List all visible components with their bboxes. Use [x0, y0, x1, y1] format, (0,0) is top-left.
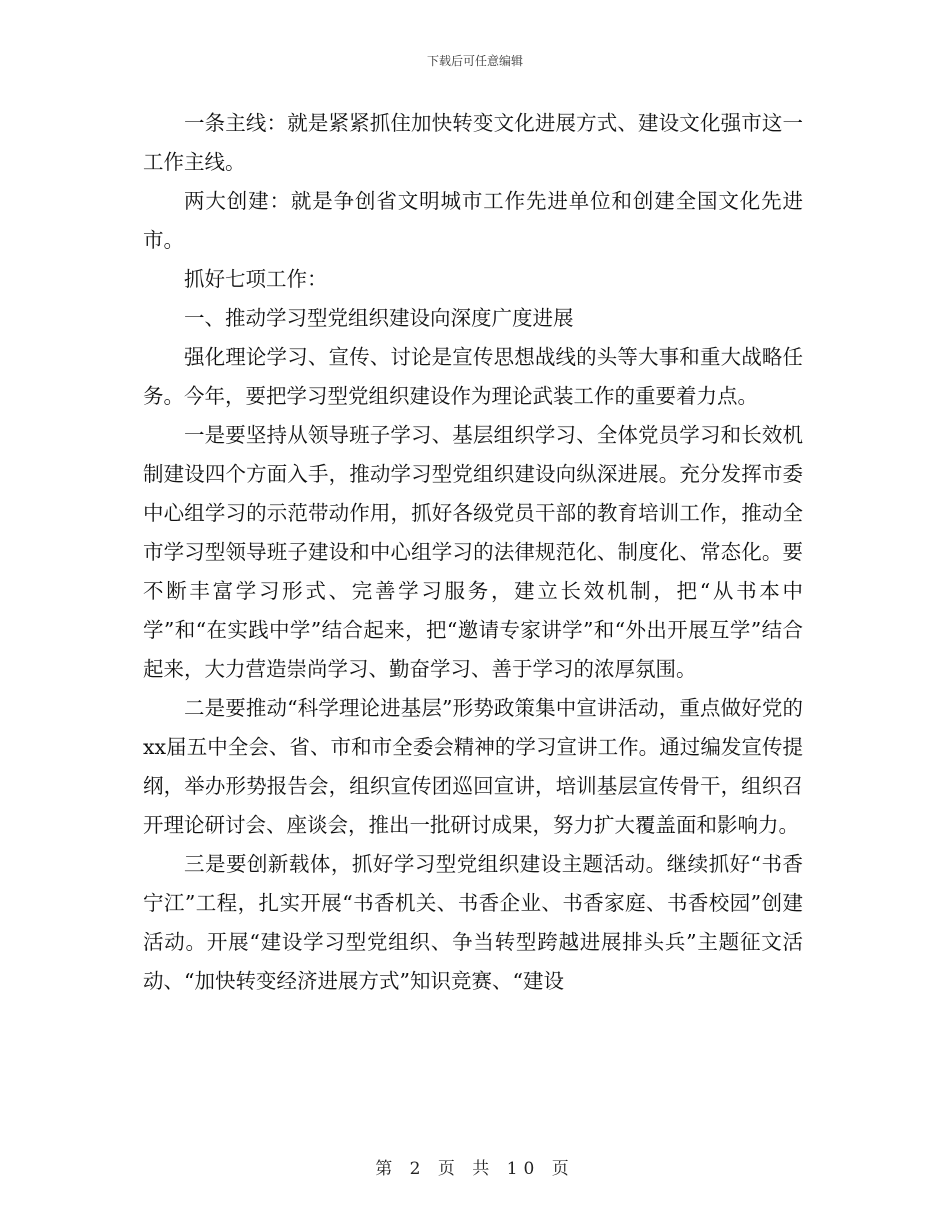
paragraph-point-three: 三是要创新载体，抓好学习型党组织建设主题活动。继续抓好“书香宁江”工程，扎实开展“书香机关、书香企业、书香家庭、书香校园”创建活动。开展“建设学习型党组织、争当转型跨越进展排头兵”主题征文活动、“加快转变经济进展方式”知识竞赛、“建设	[143, 852, 803, 993]
section-heading-1: 一、推动学习型党组织建设向深度广度进展	[184, 306, 574, 330]
paragraph-theory-study: 强化理论学习、宣传、讨论是宣传思想战线的头等大事和重大战略任务。今年，要把学习型党组织建设作为理论武装工作的重要着力点。	[143, 345, 803, 408]
paragraph-point-two: 二是要推动“科学理论进基层”形势政策集中宣讲活动，重点做好党的xx届五中全会、省、市和市全委会精神的学习宣讲工作。通过编发宣传提纲，举办形势报告会，组织宣传团巡回宣讲，培训基层宣传骨干，组织召开理论研讨会、座谈会，推出一批研讨成果，努力扩大覆盖面和影响力。	[143, 696, 803, 837]
page-header: 下载后可任意编辑	[426, 54, 523, 68]
paragraph-main-line: 一条主线：就是紧紧抓住加快转变文化进展方式、建设文化强市这一工作主线。	[143, 111, 803, 174]
page-number-footer: 第 2 页 共 10 页	[375, 1159, 575, 1179]
document-body	[143, 104, 803, 1001]
paragraph-seven-tasks-heading: 抓好七项工作：	[184, 267, 328, 291]
paragraph-two-creations: 两大创建：就是争创省文明城市工作先进单位和创建全国文化先进市。	[143, 189, 803, 252]
paragraph-point-one: 一是要坚持从领导班子学习、基层组织学习、全体党员学习和长效机制建设四个方面入手，推动学习型党组织建设向纵深进展。充分发挥市委中心组学习的示范带动作用，抓好各级党员干部的教育培训工作，推动全市学习型领导班子建设和中心组学习的法律规范化、制度化、常态化。要不断丰富学习形式、完善学习服务，建立长效机制，把“从书本中学”和“在实践中学”结合起来，把“邀请专家讲学”和“外出开展互学”结合起来，大力营造崇尚学习、勤奋学习、善于学习的浓厚氛围。	[143, 423, 803, 681]
